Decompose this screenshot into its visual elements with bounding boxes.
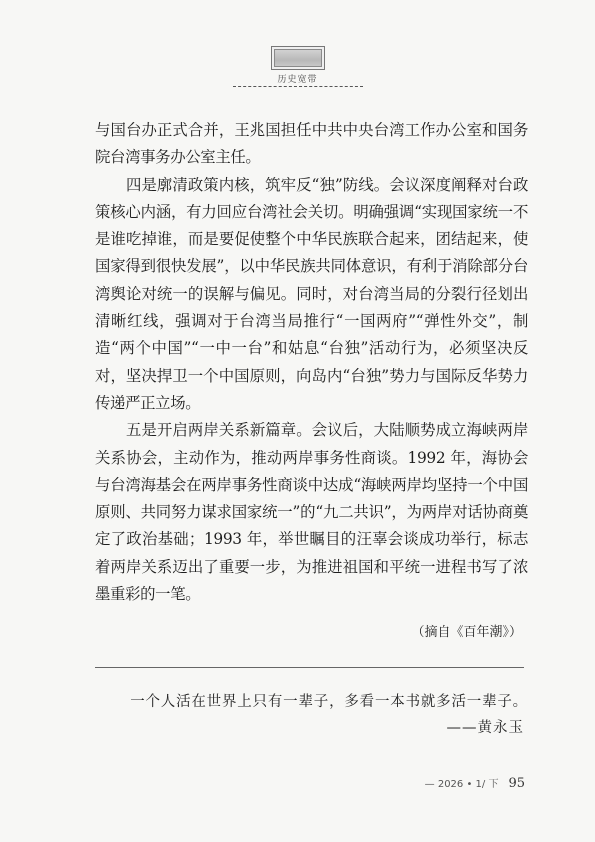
paragraph-four: 四是廓清政策内核，筑牢反“独”防线。会议深度阐释对台政策核心内涵，有力回应台湾社会关切。明确强调“实现国家统一不是谁吃掉谁，而是要促使整个中华民族联合起来，团结起来，使国家得到很快发展”，以中华民族共同体意识，有利于消除部分台湾舆论对统一的误解与偏见。同时，对台湾当局的分裂行径划出清晰红线，强调对于台湾当局推行“一国两府”“弹性外交”，制造“两个中国”“一中一台”和姑息“台独”活动行为，必须坚决反对，坚决捍卫一个中国原则，向岛内“台独”势力与国际反华势力传递严正立场。 <box>95 175 528 412</box>
page-number: 95 <box>508 776 525 791</box>
quote-author: ——黄永玉 <box>446 720 524 736</box>
issue-label: — 2026 • 1/ 下 <box>424 779 499 790</box>
quote-text: 一个人活在世界上只有一辈子，多看一本书就多活一辈子。 <box>130 694 528 710</box>
divider-line <box>95 667 524 668</box>
section-emblem-icon <box>271 46 325 70</box>
paragraph-continued: 与国台办正式合并，王兆国担任中共中央台湾工作办公室和国务院台湾事务办公室主任。 <box>95 121 528 167</box>
section-header <box>0 46 595 87</box>
page-footer <box>425 775 525 791</box>
section-title: 历史宽带 <box>277 75 318 85</box>
paragraph-five: 五是开启两岸关系新篇章。会议后，大陆顺势成立海峡两岸关系协会，主动作为，推动两岸事务性商谈。1992 年，海协会与台湾海基会在两岸事务性商谈中达成“海峡两岸均坚持一个中国原则、共同努力谋求国家统一”的“九二共识”，为两岸对话协商奠定了政治基础；1993 年，举世瞩目的汪辜会谈成功举行，标志着两岸关系迈出了重要一步，为推进祖国和平统一进程书写了浓墨重彩的一笔。 <box>95 421 528 604</box>
header-dashed-divider <box>233 86 363 87</box>
article-body <box>95 117 528 608</box>
source-citation: （摘自《百年潮》） <box>411 625 522 640</box>
